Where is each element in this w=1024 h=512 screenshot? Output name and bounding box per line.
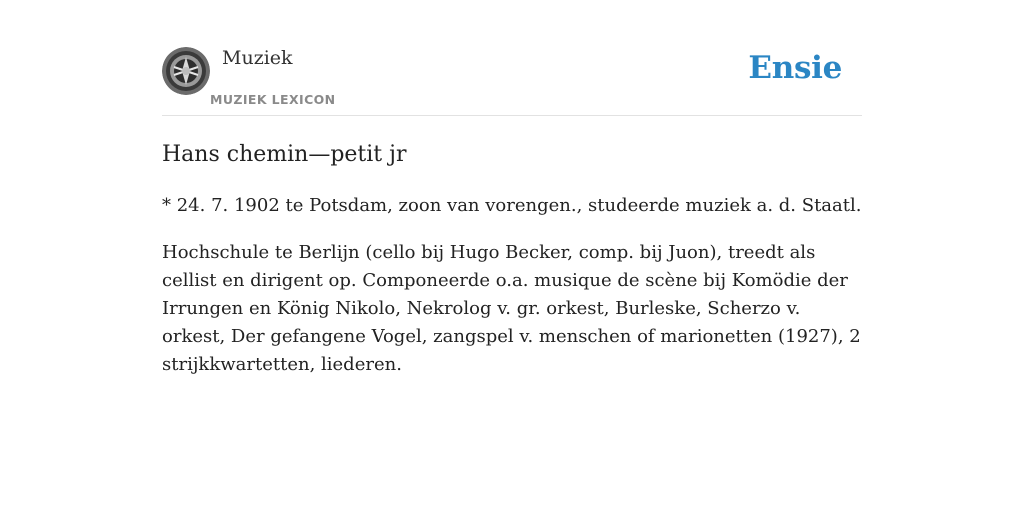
entry-paragraph-2: Hochschule te Berlijn (cello bij Hugo Becker, comp. bij Juon), treedt als cellist en dirigent op. Componeerde o.a. musique de scène bij Komödie der Irrungen en König Nikolo, Nekrolog v. gr. orkest, Burleske, Scherzo v. orkest, Der gefangene Vogel, zangspel v. menschen of marionetten (1927), 2 strijkkwartetten, liederen. [162,242,861,375]
entry-title: Hans chemin—petit jr [162,142,407,167]
book-title[interactable]: Muziek [222,47,293,69]
book-subtitle[interactable]: MUZIEK LEXICON [210,92,336,107]
brand-logo[interactable]: Ensie [748,50,842,86]
book-cover-icon[interactable] [162,47,210,95]
entry-paragraph-1: * 24. 7. 1902 te Potsdam, zoon van vorengen., studeerde muziek a. d. Staatl. [162,195,862,216]
header [162,46,862,116]
